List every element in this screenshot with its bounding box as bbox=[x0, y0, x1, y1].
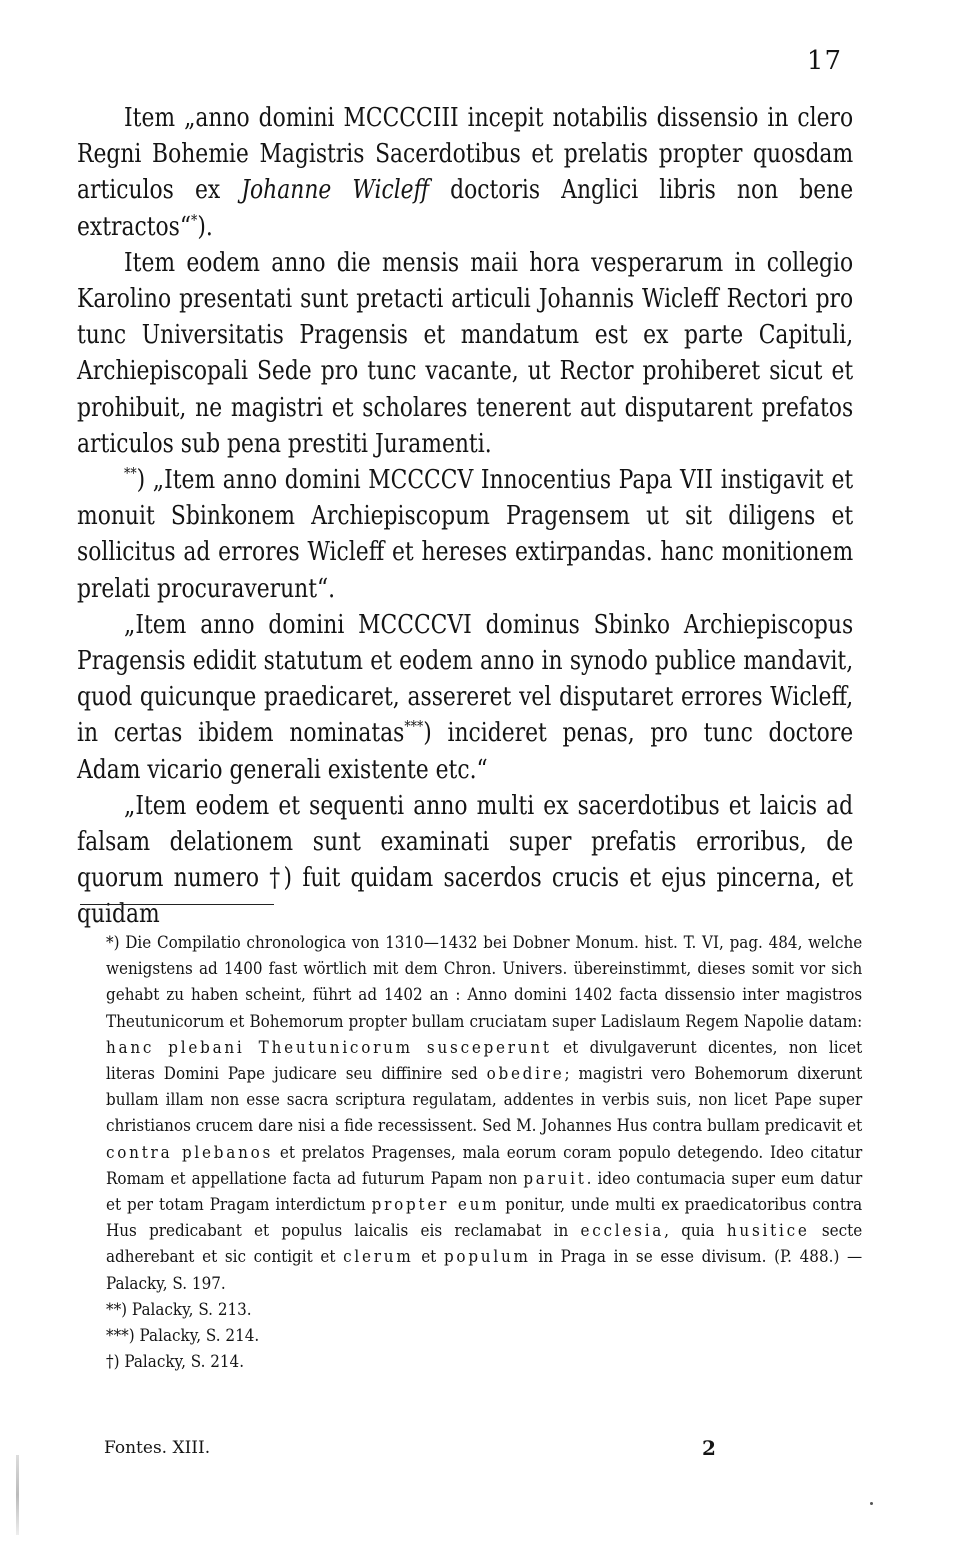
text-run: ) incideret penas, pro tunc doctore Adam vicario generali existente etc.“ bbox=[77, 718, 854, 785]
footnote-marker: **) bbox=[106, 1299, 128, 1319]
page-number: 17 bbox=[806, 46, 842, 76]
spaced-text: ecclesia bbox=[580, 1221, 665, 1241]
text-run: ) „Item anno domini MCCCCV Innocentius Papa VII instigavit et monuit Sbinkonem Archiepiscopum Pragensem ut sit diligens et sollicitus ad errores Wicleff et hereses extirpandas. hanc monitionem prelati procuraverunt“. bbox=[77, 465, 854, 604]
footnote-ref-1: * bbox=[191, 210, 198, 229]
footnote-marker: ***) bbox=[106, 1326, 135, 1346]
paragraph-1 bbox=[77, 100, 853, 245]
scan-margin-artifact bbox=[16, 1455, 19, 1535]
footnote-2 bbox=[106, 1297, 862, 1323]
footnotes bbox=[106, 930, 862, 1375]
spaced-text: paruit bbox=[523, 1168, 587, 1188]
scan-dot-artifact bbox=[870, 1502, 873, 1505]
text-run: et prelatos Pragenses, mala eorum coram populo detegendo. Ideo citatur Romam et appellatione facta ad futurum Papam non bbox=[106, 1142, 863, 1188]
spaced-text: hanc plebani Theutunicorum susceperunt bbox=[106, 1037, 552, 1057]
footnote-ref-2: ** bbox=[124, 464, 137, 483]
footnote-ref-4: † bbox=[269, 863, 284, 894]
spaced-text: clerum bbox=[343, 1247, 414, 1267]
text-run: Palacky, S. 214. bbox=[134, 1326, 260, 1346]
signature-number: 2 bbox=[702, 1436, 716, 1460]
paragraph-5 bbox=[77, 788, 853, 933]
text-run: in Praga in se esse divisum. (P. 488.) — Palacky, S. 197. bbox=[106, 1247, 863, 1293]
text-run: . ideo contumacia super eum datur et per totam Pragam interdictum bbox=[106, 1168, 863, 1215]
footnote-3 bbox=[106, 1323, 862, 1349]
text-run: „Item anno domini MCCCCVI dominus Sbinko Archiepiscopus Pragensis edidit statutum et eodem anno in synodo publice mandavit, quod quicunque praedicaret, assereret vel disputaret errores Wicleff, in certas ibidem nominatas bbox=[77, 609, 854, 749]
text-run: Palacky, S. 213. bbox=[127, 1299, 252, 1319]
italic-name-johanne: Johanne bbox=[241, 175, 332, 206]
text-run: , quia bbox=[664, 1221, 727, 1241]
footnote-4 bbox=[106, 1349, 862, 1375]
spaced-text: obedire bbox=[486, 1064, 565, 1084]
footnote-1 bbox=[106, 930, 862, 1297]
footnote-divider bbox=[80, 904, 274, 905]
text-run: Die Compilatio chronologica von 1310—1432 bei Dobner Monum. hist. T. VI, pag. 484, welche wenigstens ad 1400 fast wörtlich mit dem Chron. Univers. übereinstimmt, dieses somit vor sich gehabt zu haben scheint, führt ad 1402 an : Anno domini 1402 facta dissensio inter magistros Theutunicorum et Bohemorum propter bullam cruciatam super Ladislaum Regem Napolie datam: bbox=[106, 933, 863, 1031]
text-run: „Item eodem et sequenti anno multi ex sacerdotibus et laicis ad falsam delationem sunt examinati super prefatis erroribus, de quorum numero bbox=[77, 790, 854, 894]
footnote-marker: *) bbox=[106, 933, 120, 952]
spaced-text: contra plebanos bbox=[106, 1142, 274, 1162]
text-run: secte adherebant et sic contigit et bbox=[106, 1221, 863, 1267]
spaced-text: populum bbox=[443, 1247, 531, 1267]
footnote-ref-3: *** bbox=[404, 717, 424, 736]
text-run: ). bbox=[197, 211, 213, 242]
text-run bbox=[331, 175, 352, 205]
footnote-marker: †) bbox=[106, 1352, 120, 1372]
paragraph-2: Item eodem anno die mensis maii hora vesperarum in collegio Karolino presentati sunt pretacti articuli Johannis Wicleff Rectori pro tunc Universitatis Pragensis et mandatum est ex parte Capituli, Archiepiscopali Sede pro tunc vacante, ut Rector prohiberet sicut et prohibuit, ne magistri et scholares tenerent aut disputarent prefatos articulos sub pena prestiti Juramenti. bbox=[77, 247, 854, 459]
text-run: ) fuit quidam sacerdos crucis et ejus pincerna, et quidam bbox=[77, 863, 854, 930]
text-run: ponitur, unde multi ex praedicatoribus contra Hus predicabant et populus laicalis eis reclamabat in bbox=[106, 1195, 863, 1241]
text-run: Palacky, S. 214. bbox=[119, 1352, 245, 1372]
text-run: Item „anno domini MCCCCIII incepit notabilis dissensio in clero Regni Bohemie Magistris Sacerdotibus et prelatis propter quosdam articulos ex bbox=[77, 103, 854, 206]
italic-name-wicleff: Wicleff bbox=[352, 175, 430, 206]
signature-mark: Fontes. XIII. bbox=[104, 1438, 211, 1458]
text-run: ; magistri vero Bohemorum dixerunt bullam illam non esse sacra scriptura regulatam, addentes in verbis suis, non licet Pape super christianos crucem dare nisi a fide recessissent. Sed M. Johannes Hus contra bullam predicavit et bbox=[106, 1064, 863, 1136]
spaced-text: husitice bbox=[726, 1221, 810, 1241]
paragraph-4 bbox=[77, 607, 853, 788]
text-run: doctoris Anglici libris non bene extractos“ bbox=[77, 175, 854, 242]
spaced-text: propter eum bbox=[371, 1195, 500, 1215]
text-run: et divulgaverunt dicentes, non licet literas Domini Pape judicare seu diffinire sed bbox=[106, 1037, 863, 1084]
paragraph-3 bbox=[77, 462, 853, 607]
text-run: et bbox=[413, 1247, 444, 1267]
main-text bbox=[77, 100, 853, 933]
